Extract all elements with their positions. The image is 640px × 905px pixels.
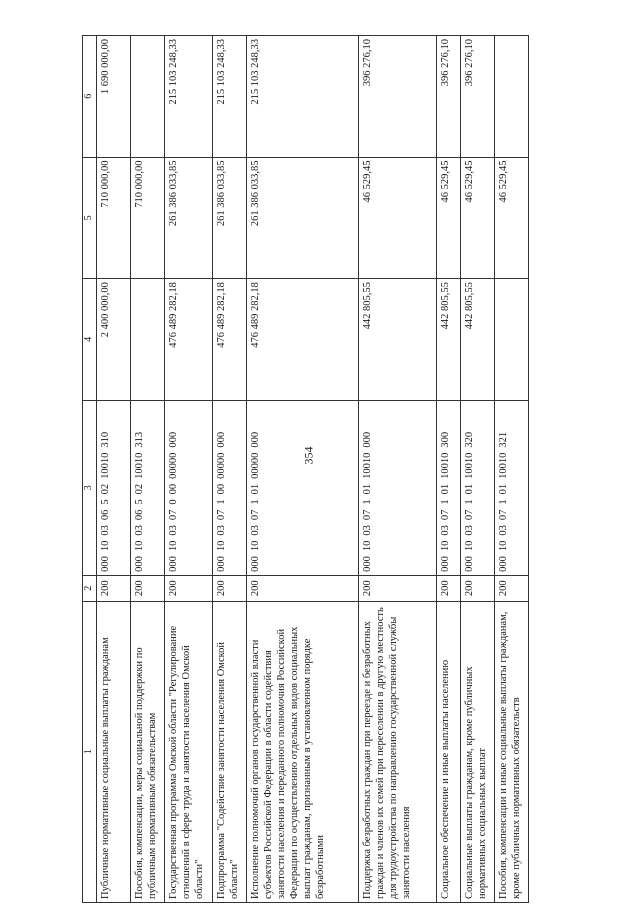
code-part: 03 xyxy=(133,525,145,536)
header-col-6: 6 xyxy=(83,36,97,158)
code-part: 320 xyxy=(463,431,475,448)
code-part: 10 xyxy=(99,540,111,552)
row-code xyxy=(358,400,436,575)
row-col-2: 200 xyxy=(460,575,494,601)
row-code xyxy=(246,400,358,575)
code-part: 000 xyxy=(439,556,451,572)
row-amount-c6: 215 103 248,33 xyxy=(164,36,212,158)
row-amount-c6: 396 276,10 xyxy=(436,36,460,158)
table-body xyxy=(96,36,528,903)
code-part: 10 xyxy=(361,540,373,552)
row-name: Пособия, компенсации, меры социальной поддержки по публичным нормативным обязательствам xyxy=(130,601,164,902)
row-amount-c6: 396 276,10 xyxy=(358,36,436,158)
row-amount-c4: 476 489 282,18 xyxy=(246,279,358,401)
code-part: 03 xyxy=(167,525,179,536)
code-part: 000 xyxy=(215,556,227,572)
code-part: 07 xyxy=(167,509,179,521)
header-col-5: 5 xyxy=(83,157,97,279)
code-part: 00000 xyxy=(167,452,179,479)
code-part: 0 xyxy=(167,499,179,505)
row-amount-c4: 442 805,55 xyxy=(358,279,436,401)
row-col-2: 200 xyxy=(358,575,436,601)
code-part: 1 xyxy=(215,499,227,505)
header-col-1: 1 xyxy=(83,601,97,902)
code-part: 01 xyxy=(463,483,475,495)
code-part: 000 xyxy=(361,556,373,572)
table-row xyxy=(460,36,494,903)
code-part: 10 xyxy=(249,540,261,552)
code-part: 10 xyxy=(463,540,475,552)
code-part: 03 xyxy=(99,525,111,536)
row-amount-c5: 46 529,45 xyxy=(436,157,460,279)
code-part: 310 xyxy=(99,431,111,448)
row-code xyxy=(460,400,494,575)
code-part: 10010 xyxy=(99,452,111,479)
row-name: Социальное обеспечение и иные выплаты населению xyxy=(436,601,460,902)
code-part: 5 xyxy=(99,499,111,505)
code-part: 313 xyxy=(133,431,145,448)
code-part: 000 xyxy=(215,431,227,448)
code-part: 03 xyxy=(497,525,509,536)
row-code xyxy=(96,400,130,575)
code-part: 000 xyxy=(249,431,261,448)
budget-table xyxy=(82,35,529,903)
code-part: 300 xyxy=(439,431,451,448)
code-part: 321 xyxy=(497,431,509,448)
code-part: 000 xyxy=(167,431,179,448)
row-name: Государственная программа Омской области "Регулирование отношений в сфере труда и занятости населения Омской области" xyxy=(164,601,212,902)
code-part: 03 xyxy=(361,525,373,536)
code-part: 1 xyxy=(361,499,373,505)
code-part: 07 xyxy=(439,509,451,521)
code-part: 07 xyxy=(249,509,261,521)
code-part: 10 xyxy=(133,540,145,552)
code-part: 10010 xyxy=(133,452,145,479)
row-col-2: 200 xyxy=(436,575,460,601)
header-row xyxy=(83,36,97,903)
code-part: 000 xyxy=(361,431,373,448)
code-part: 03 xyxy=(249,525,261,536)
code-part: 01 xyxy=(497,483,509,495)
code-part: 10010 xyxy=(463,452,475,479)
code-part: 10 xyxy=(439,540,451,552)
code-part: 07 xyxy=(361,509,373,521)
code-part: 000 xyxy=(99,556,111,572)
row-amount-c4: 442 805,55 xyxy=(436,279,460,401)
row-col-2: 200 xyxy=(212,575,246,601)
row-col-2: 200 xyxy=(96,575,130,601)
rotated-table-wrapper xyxy=(82,35,522,903)
row-amount-c4 xyxy=(130,279,164,401)
row-amount-c5: 261 386 033,85 xyxy=(212,157,246,279)
code-part: 10 xyxy=(497,540,509,552)
row-amount-c6: 215 103 248,33 xyxy=(246,36,358,158)
code-part: 10 xyxy=(215,540,227,552)
code-part: 00 xyxy=(215,483,227,495)
table-row xyxy=(212,36,246,903)
row-name: Подпрограмма "Содействие занятости населения Омской области" xyxy=(212,601,246,902)
code-part: 000 xyxy=(167,556,179,572)
rotated-table-inner xyxy=(82,35,522,903)
row-name: Исполнение полномочий органов государственной власти субъектов Российской Федерации в области содействия занятости населения и переданного полномочия Российской Федерации по осуществлению отдельных видов социальных выплат гражданам, признанным в установленном порядке безработными xyxy=(246,601,358,902)
row-name: Пособия, компенсации и иные социальные выплаты гражданам, кроме публичных нормативных обязательств xyxy=(494,601,528,902)
code-part: 03 xyxy=(215,525,227,536)
code-part: 000 xyxy=(249,556,261,572)
row-name: Публичные нормативные социальные выплаты гражданам xyxy=(96,601,130,902)
code-part: 00000 xyxy=(249,452,261,479)
row-amount-c6: 1 690 000,00 xyxy=(96,36,130,158)
table-row xyxy=(436,36,460,903)
code-part: 000 xyxy=(463,556,475,572)
code-part: 1 xyxy=(463,499,475,505)
code-part: 02 xyxy=(99,483,111,495)
row-code xyxy=(164,400,212,575)
row-amount-c6 xyxy=(494,36,528,158)
code-part: 00000 xyxy=(215,452,227,479)
code-part: 06 xyxy=(133,509,145,521)
code-part: 07 xyxy=(497,509,509,521)
code-part: 06 xyxy=(99,509,111,521)
row-amount-c5: 46 529,45 xyxy=(460,157,494,279)
table-row xyxy=(358,36,436,903)
header-col-4: 4 xyxy=(83,279,97,401)
row-code xyxy=(130,400,164,575)
row-col-2: 200 xyxy=(246,575,358,601)
code-part: 07 xyxy=(463,509,475,521)
header-col-3: 3 xyxy=(83,400,97,575)
row-col-2: 200 xyxy=(130,575,164,601)
row-amount-c6: 215 103 248,33 xyxy=(212,36,246,158)
row-amount-c4: 476 489 282,18 xyxy=(212,279,246,401)
code-part: 10010 xyxy=(439,452,451,479)
table-row xyxy=(96,36,130,903)
code-part: 10 xyxy=(167,540,179,552)
code-part: 00 xyxy=(167,483,179,495)
row-amount-c6: 396 276,10 xyxy=(460,36,494,158)
row-name: Социальные выплаты гражданам, кроме публичных нормативных социальных выплат xyxy=(460,601,494,902)
code-part: 000 xyxy=(497,556,509,572)
row-amount-c5: 46 529,45 xyxy=(358,157,436,279)
row-amount-c5: 261 386 033,85 xyxy=(246,157,358,279)
code-part: 5 xyxy=(133,499,145,505)
code-part: 000 xyxy=(133,556,145,572)
table-row xyxy=(130,36,164,903)
code-part: 03 xyxy=(439,525,451,536)
row-amount-c4 xyxy=(494,279,528,401)
code-part: 10010 xyxy=(497,452,509,479)
code-part: 1 xyxy=(497,499,509,505)
row-amount-c5: 710 000,00 xyxy=(130,157,164,279)
page-number: 354 xyxy=(301,446,316,465)
header-col-2: 2 xyxy=(83,575,97,601)
table-row xyxy=(164,36,212,903)
table-row xyxy=(494,36,528,903)
row-amount-c5: 261 386 033,85 xyxy=(164,157,212,279)
row-amount-c4: 476 489 282,18 xyxy=(164,279,212,401)
row-amount-c5: 46 529,45 xyxy=(494,157,528,279)
code-part: 03 xyxy=(463,525,475,536)
table-row xyxy=(246,36,358,903)
row-amount-c4: 2 400 000,00 xyxy=(96,279,130,401)
code-part: 02 xyxy=(133,483,145,495)
row-amount-c5: 710 000,00 xyxy=(96,157,130,279)
code-part: 01 xyxy=(439,483,451,495)
row-col-2: 200 xyxy=(494,575,528,601)
row-amount-c4: 442 805,55 xyxy=(460,279,494,401)
row-code xyxy=(436,400,460,575)
code-part: 1 xyxy=(439,499,451,505)
code-part: 10010 xyxy=(361,452,373,479)
row-name: Поддержка безработных граждан при переезде и безработных граждан и членов их семей при переселении в другую местность для трудоустройства по направлению государственной службы занятости населения xyxy=(358,601,436,902)
row-amount-c6 xyxy=(130,36,164,158)
row-code xyxy=(212,400,246,575)
code-part: 1 xyxy=(249,499,261,505)
code-part: 01 xyxy=(361,483,373,495)
code-part: 01 xyxy=(249,483,261,495)
code-part: 07 xyxy=(215,509,227,521)
row-col-2: 200 xyxy=(164,575,212,601)
row-code xyxy=(494,400,528,575)
